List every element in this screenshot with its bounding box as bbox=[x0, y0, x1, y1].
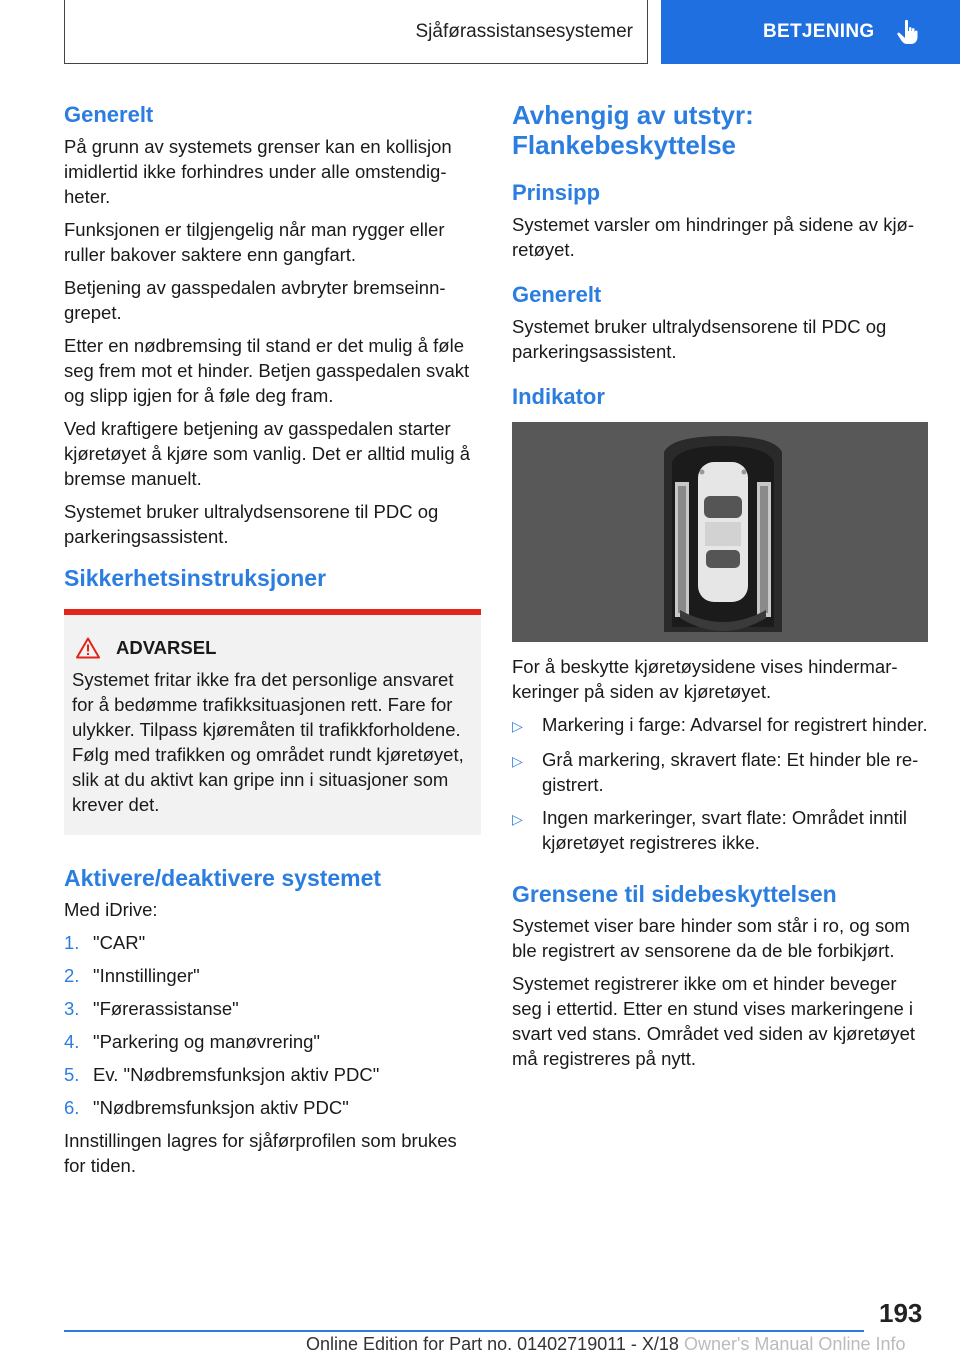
page-number: 193 bbox=[879, 1298, 923, 1328]
heading-generelt: Generelt bbox=[64, 102, 154, 127]
bullet-text: Markering i farge: Advarsel for registrert hinder. bbox=[542, 714, 928, 735]
heading-sikkerhetsinstruksjoner: Sikkerhetsinstruksjoner bbox=[64, 565, 327, 591]
bullet-triangle-icon: ▷ bbox=[512, 718, 523, 734]
warning-text: Systemet fritar ikke fra det personlige ansvaret for å bedømme trafikksituasjonen rett. Fare for ulykker. Tilpass kjøremåten til trafikkforholdene. Følg med trafikken og området rundt kjøretøyet, slik at du aktivt kan gripe inn i situasjoner som krever det. bbox=[72, 669, 464, 815]
header-section-label: Sjåførassistansesystemer bbox=[415, 20, 633, 42]
step-text: "CAR" bbox=[93, 932, 146, 953]
footer-watermark: Owner's Manual Online Info bbox=[683, 1334, 906, 1354]
pointing-hand-icon bbox=[896, 19, 920, 45]
warning-box bbox=[64, 609, 481, 835]
left-column bbox=[64, 100, 481, 1186]
step-text: "Nødbremsfunksjon aktiv PDC" bbox=[93, 1097, 349, 1118]
bullet-text: Ingen markeringer, svart flate: Området inntil kjøretøyet registreres ikke. bbox=[542, 807, 908, 853]
step-number: 5. bbox=[64, 1064, 80, 1085]
step-text: "Innstillinger" bbox=[93, 965, 200, 986]
bullet-text: Grå markering, skravert flate: Et hinder ble registrert. bbox=[542, 749, 919, 795]
paragraph: Systemet varsler om hindringer på sidene av kjøretøyet. bbox=[512, 214, 915, 260]
list-item bbox=[64, 930, 481, 955]
paragraph: Funksjonen er tilgjengelig når man rygger eller ruller bakover saktere enn gangfart. bbox=[64, 219, 445, 265]
heading-generelt: Generelt bbox=[512, 282, 602, 307]
step-number: 2. bbox=[64, 965, 80, 986]
step-number: 3. bbox=[64, 998, 80, 1019]
heading-prinsipp: Prinsipp bbox=[512, 180, 601, 205]
list-item bbox=[64, 996, 481, 1021]
car-flank-display-illustration bbox=[512, 422, 928, 642]
warning-title bbox=[72, 637, 473, 659]
paragraph: Ved kraftigere betjening av gasspedalen starter kjøretøyet å kjøre som vanlig. Det er alltid mulig å bremse manuelt. bbox=[64, 418, 471, 489]
heading-aktivere: Aktivere/deaktivere systemet bbox=[64, 865, 382, 891]
paragraph: Systemet bruker ultralydsensorene til PDC og parkeringsassistent. bbox=[64, 501, 439, 547]
step-number: 4. bbox=[64, 1031, 80, 1052]
bullet-triangle-icon: ▷ bbox=[512, 811, 523, 827]
heading-grensene: Grensene til sidebeskyttelsen bbox=[512, 881, 837, 907]
paragraph: Innstillingen lagres for sjåførprofilen som brukes for tiden. bbox=[64, 1130, 457, 1176]
paragraph: Systemet viser bare hinder som står i ro, og som ble registrert av sensorene da de ble forbikjørt. bbox=[512, 915, 910, 961]
list-item bbox=[64, 1029, 481, 1054]
list-item bbox=[64, 1062, 481, 1087]
paragraph: For å beskytte kjøretøysidene vises hindermarkeringer på siden av kjøretøyet. bbox=[512, 656, 898, 702]
header-chapter-tab bbox=[661, 0, 960, 64]
step-text: Ev. "Nødbremsfunksjon aktiv PDC" bbox=[93, 1064, 380, 1085]
header-chapter-label: BETJENING bbox=[763, 21, 875, 42]
footer-edition bbox=[306, 1334, 905, 1355]
list-item bbox=[512, 805, 928, 855]
paragraph: Systemet bruker ultralydsensorene til PDC og parkeringsassistent. bbox=[512, 316, 887, 362]
step-number: 6. bbox=[64, 1097, 80, 1118]
step-text: "Parkering og manøvrering" bbox=[93, 1031, 321, 1052]
list-item bbox=[512, 747, 928, 797]
header-section-title bbox=[64, 0, 648, 64]
step-number: 1. bbox=[64, 932, 80, 953]
list-item bbox=[64, 963, 481, 988]
bullet-triangle-icon: ▷ bbox=[512, 753, 523, 769]
right-column bbox=[512, 100, 928, 1079]
heading-flankebeskyttelse: Avhengig av utstyr: Flankebeskyttelse bbox=[512, 100, 754, 160]
paragraph: Med iDrive: bbox=[64, 899, 158, 920]
step-text: "Førerassistanse" bbox=[93, 998, 239, 1019]
footer-divider bbox=[64, 1330, 864, 1332]
list-item bbox=[512, 712, 928, 739]
paragraph: Systemet registrerer ikke om et hinder beveger seg i ettertid. Etter en stund vises markeringene i svart ved stans. Området ved siden av kjøretøyet må registreres på nytt. bbox=[512, 973, 916, 1069]
heading-indikator: Indikator bbox=[512, 384, 605, 409]
paragraph: Etter en nødbremsing til stand er det mulig å føle seg frem mot et hinder. Betjen gasspedalen svakt og slipp igjen for å føle deg fram. bbox=[64, 335, 470, 406]
paragraph: Betjening av gasspedalen avbryter bremseinngrepet. bbox=[64, 277, 446, 323]
indicator-image bbox=[512, 422, 928, 642]
list-item bbox=[64, 1095, 481, 1120]
warning-label: ADVARSEL bbox=[116, 637, 217, 658]
marking-bullets-list bbox=[512, 712, 928, 855]
paragraph: På grunn av systemets grenser kan en kollisjon imidlertid ikke forhindres under alle omstendigheter. bbox=[64, 136, 452, 207]
idrive-steps-list bbox=[64, 930, 481, 1120]
warning-triangle-icon bbox=[76, 637, 100, 659]
footer-edition-text: Online Edition for Part no. 01402719011 - X/18 bbox=[306, 1334, 679, 1354]
